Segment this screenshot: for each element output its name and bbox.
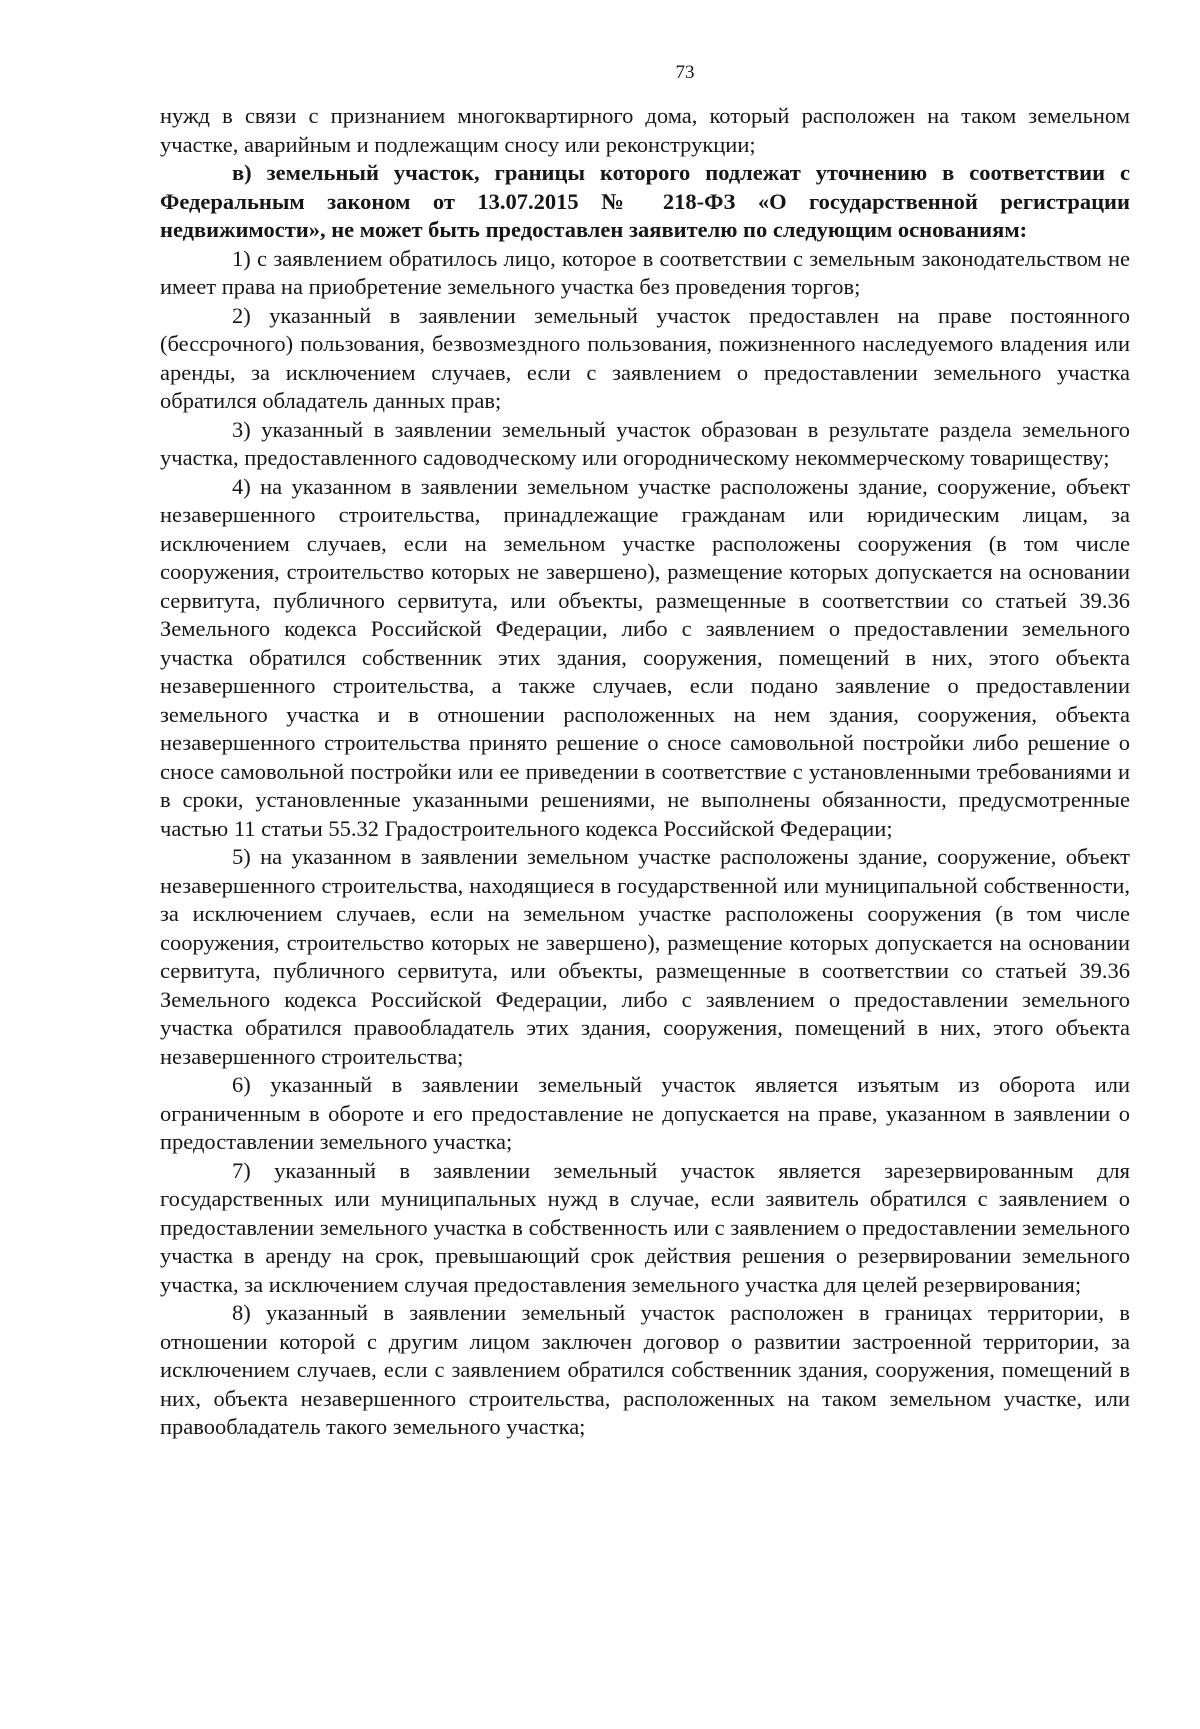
paragraph-continuation: нужд в связи с признанием многоквартирного дома, который расположен на таком земельном участке, аварийным и подлежащим сносу или реконструкции; xyxy=(160,103,1130,157)
paragraph-item-6: 6) указанный в заявлении земельный участок является изъятым из оборота или ограниченным в обороте и его предоставление не допускается на праве, указанном в заявлении о предоставлении земельного участка; xyxy=(160,1072,1130,1154)
paragraph-item-2: 2) указанный в заявлении земельный участок предоставлен на праве постоянного (бессрочного) пользования, безвозмездного пользования, пожизненного наследуемого владения или аренды, за исключением случаев, если с заявлением о предоставлении земельного участка обратился обладатель данных прав; xyxy=(160,302,1130,413)
paragraph-item-8: 8) указанный в заявлении земельный участок расположен в границах территории, в отношении которой с другим лицом заключен договор о развитии застроенной территории, за исключением случаев, если с заявлением обратился собственник здания, сооружения, помещений в них, объекта незавершенного строительства, расположенных на таком земельном участке, или правообладатель такого земельного участка; xyxy=(160,1300,1130,1439)
paragraph-item-7: 7) указанный в заявлении земельный участок является зарезервированным для государственных или муниципальных нужд в случае, если заявитель обратился с заявлением о предоставлении земельного участка в собственность или с заявлением о предоставлении земельного участка в аренду на срок, превышающий срок действия решения о резервировании земельного участка, за исключением случая предоставления земельного участка для целей резервирования; xyxy=(160,1157,1130,1297)
paragraph-section-v: в) земельный участок, границы которого подлежат уточнению в соответствии с Федеральным законом от 13.07.2015 № 218-ФЗ «О государственной регистрации недвижимости», не может быть предоставлен заявителю по следующим основаниям: xyxy=(160,160,1130,242)
document-page xyxy=(160,62,1130,1442)
paragraph-item-5: 5) на указанном в заявлении земельном участке расположены здание, сооружение, объект незавершенного строительства, находящиеся в государственной или муниципальной собственности, за исключением случаев, если на земельном участке расположены сооружения (в том числе сооружения, строительство которых не завершено), размещение которых допускается на основании сервитута, публичного сервитута, или объекты, размещенные в соответствии со статьей 39.36 Земельного кодекса Российской Федерации, либо с заявлением о предоставлении земельного участка обратился правообладатель этих здания, сооружения, помещений в них, этого объекта незавершенного строительства; xyxy=(160,844,1130,1069)
page-number: 73 xyxy=(675,62,695,83)
paragraph-item-3: 3) указанный в заявлении земельный участок образован в результате раздела земельного участка, предоставленного садоводческому или огородническому некоммерческому товариществу; xyxy=(160,416,1130,470)
paragraph-item-1: 1) с заявлением обратилось лицо, которое в соответствии с земельным законодательством не имеет права на приобретение земельного участка без проведения торгов; xyxy=(160,245,1130,299)
paragraph-item-4: 4) на указанном в заявлении земельном участке расположены здание, сооружение, объект незавершенного строительства, принадлежащие гражданам или юридическим лицам, за исключением случаев, если на земельном участке расположены сооружения (в том числе сооружения, строительство которых не завершено), размещение которых допускается на основании сервитута, публичного сервитута, или объекты, размещенные в соответствии со статьей 39.36 Земельного кодекса Российской Федерации, либо с заявлением о предоставлении земельного участка обратился собственник этих здания, сооружения, помещений в них, этого объекта незавершенного строительства, а также случаев, если подано заявление о предоставлении земельного участка и в отношении расположенных на нем здания, сооружения, объекта незавершенного строительства принято решение о сносе самовольной постройки либо решение о сносе самовольной постройки или ее приведении в соответствие с установленными требованиями и в сроки, установленные указанными решениями, не выполнены обязанности, предусмотренные частью 11 статьи 55.32 Градостроительного кодекса Российской Федерации; xyxy=(160,473,1130,841)
